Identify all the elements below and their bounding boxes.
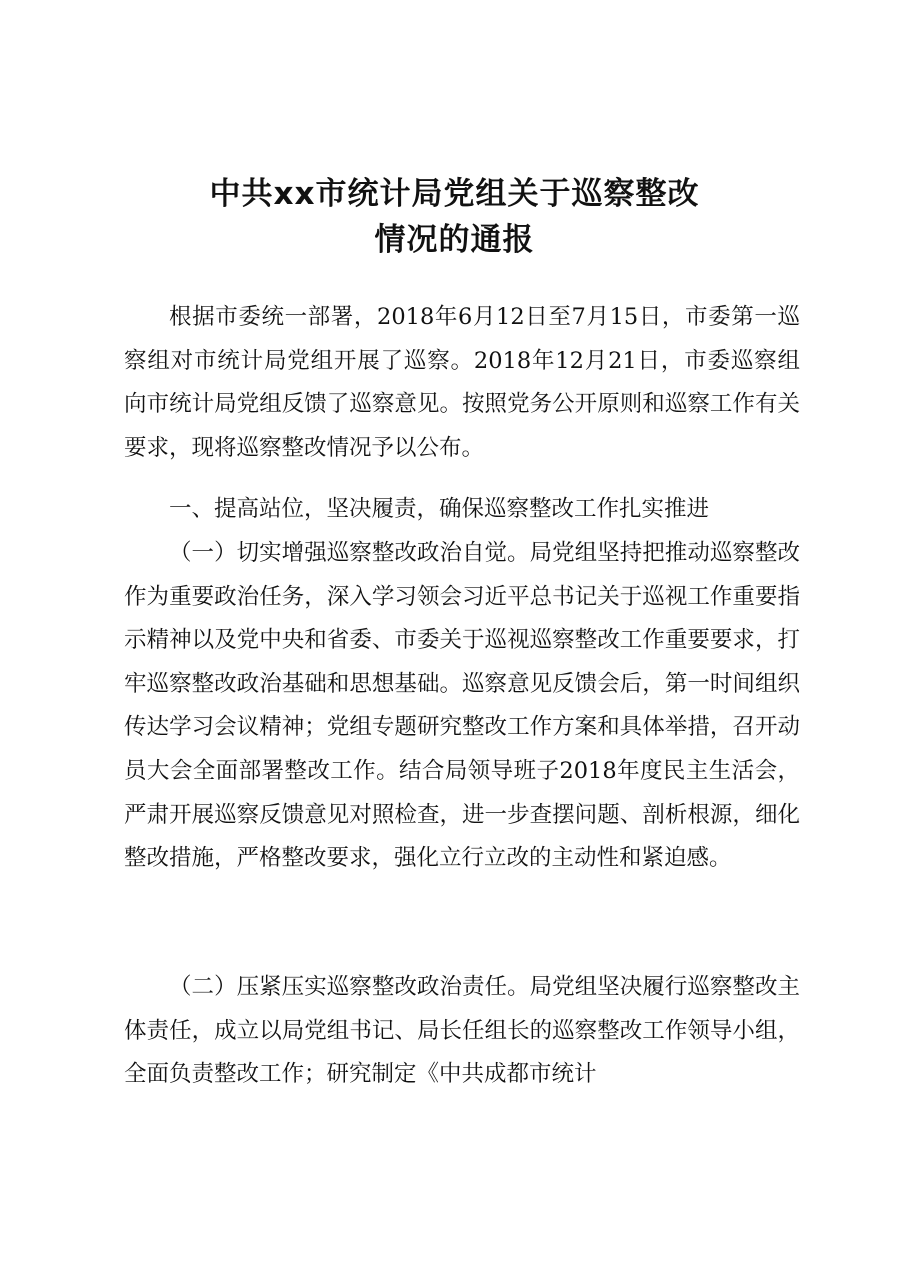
section-heading: 一、提高站位，坚决履责，确保巡察整改工作扎实推进	[169, 496, 710, 522]
subsection-2-paragraph: （二）压紧压实巡察整改政治责任。局党组坚决履行巡察整改主体责任，成立以局党组书记、局长任组长的巡察整改工作领导小组，全面负责整改工作；研究制定《中共成都市统计	[124, 974, 800, 1088]
document-title-line-1: 中共xx市统计局党组关于巡察整改	[209, 176, 700, 212]
document-title-line-2: 情况的通报	[374, 222, 535, 258]
subsection-1-paragraph: （一）切实增强巡察整改政治自觉。局党组坚持把推动巡察整改作为重要政治任务，深入学习领会习近平总书记关于巡视工作重要指示精神以及党中央和省委、市委关于巡视巡察整改工作重要要求，打牢巡察整改政治基础和思想基础。巡察意见反馈会后，第一时间组织传达学习会议精神；党组专题研究整改工作方案和具体举措，召开动员大会全面部署整改工作。结合局领导班子2018年度民主生活会，严肃开展巡察反馈意见对照检查，进一步查摆问题、剖析根源，细化整改措施，严格整改要求，强化立行立改的主动性和紧迫感。	[124, 540, 800, 872]
intro-paragraph: 根据市委统一部署，2018年6月12日至7月15日，市委第一巡察组对市统计局党组开展了巡察。2018年12月21日，市委巡察组向市统计局党组反馈了巡察意见。按照党务公开原则和巡察工作有关要求，现将巡察整改情况予以公布。	[124, 304, 800, 461]
